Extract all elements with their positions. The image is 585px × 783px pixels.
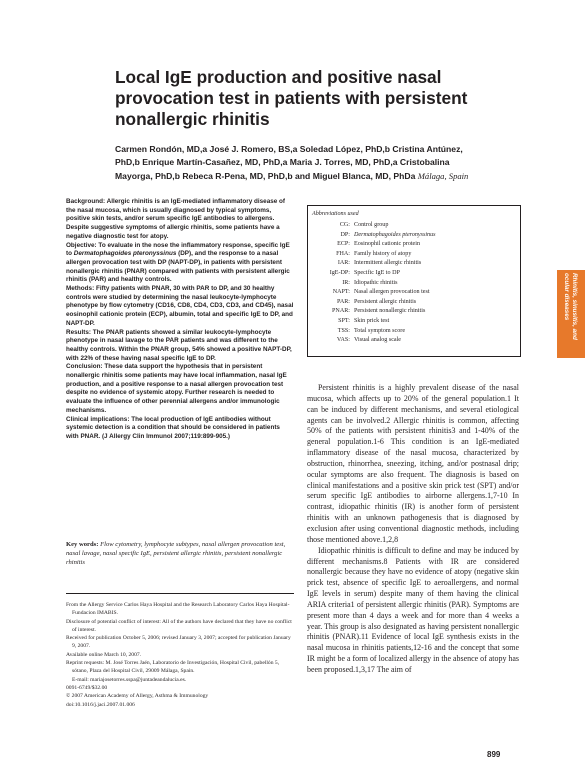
- abstract-results: Results: The PNAR patients showed a similar leukocyte-lymphocyte phenotype in nasal lavage to the PAR patients and was different to the healthy controls. Within the PNAR group, 54% showed a positive NAPT-DP, with 22% of these having nasal specific IgE to DP.: [66, 328, 292, 362]
- abstract-objective-text: Objective: To evaluate in the nose the inflammatory response, specific IgE to: [66, 241, 290, 258]
- abbreviation-term: IR:: [342, 279, 350, 286]
- abbreviation-term: FHA:: [336, 250, 350, 257]
- copyright: © 2007 American Academy of Allergy, Asthma & Immunology: [66, 693, 209, 700]
- abbreviation-row: [307, 231, 519, 240]
- abbreviation-row: [307, 269, 519, 278]
- abbreviation-definition: Dermatophagoides pteronyssinus: [354, 231, 436, 238]
- online-note: Available online March 10, 2007.: [66, 651, 142, 658]
- author-list: [115, 143, 495, 183]
- abbreviation-definition: Skin prick test: [354, 318, 390, 324]
- author-line-text: Mayorga, PhD,b Rebeca R-Pena, MD, PhD,b and Miguel Blanca, MD, PhDa: [115, 170, 416, 181]
- abbreviation-term: VAS:: [336, 337, 350, 344]
- abbreviation-term: NAPT:: [332, 289, 350, 296]
- author-line: [115, 170, 495, 183]
- received-note: Received for publication October 5, 2006; revised January 3, 2007; accepted for publication January 9, 2007.: [66, 635, 291, 650]
- abbreviation-definition: Specific IgE to DP: [354, 270, 400, 276]
- abbreviation-term: IAR:: [337, 260, 350, 267]
- abstract-background: Background: Allergic rhinitis is an IgE-mediated inflammatory disease of the nasal mucosa, which is usually diagnosed by typical symptoms, positive skin tests, and/or serum specific IgE antibodies to allergens. Despite suggestive symptoms of allergic rhinitis, some patients have a negative diagnostic test for atopy.: [66, 198, 286, 240]
- abbreviation-term: CG:: [339, 222, 350, 228]
- abbreviation-definition: Total symptom score: [354, 327, 406, 334]
- body-paragraph: Persistent rhinitis is a highly prevalent disease of the nasal mucosa, which affects up to 20% of the general population.1 It can be induced by different mechanisms, and several etiological agents can be involved.2 Allergic rhinitis is common, affecting 50% of the patients with persistent rhinitis3 and 1-40% of the general population.1-6 This condition is an IgE-mediated inflammatory disease of the nasal mucosa, characterized by obstruction, rhinorrhea, sneezing, itching, and/or postnasal drip; ocular symptoms are also frequent. The diagnosis is based on clinical manifestations and a positive skin prick test (SPT) and/or serum specific IgE antibodies to airborne allergens.1,7-10 In contrast, idiopathic rhinitis (IR) is another form of persistent rhinitis with an unknown pathogenesis that is diagnosed by exclusion after using conventional diagnostic methods, including those mentioned above.1,2,8: [307, 383, 519, 544]
- keywords-text: Flow cytometry, lymphocyte subtypes, nasal allergen provocation test, nasal lavage, nasal specific IgE, persistent allergic rhinitis, persistent nonallergic rhinitis: [66, 541, 286, 566]
- disclosure-note: Disclosure of potential conflict of interest: All of the authors have declared that they have no conflict of interest.: [66, 618, 292, 633]
- abbreviation-row: [307, 279, 519, 288]
- abbreviations-list: [307, 221, 519, 351]
- abbreviation-row: [307, 307, 519, 316]
- section-side-tab-label: Rhinitis, sinusitis, and ocular diseases: [563, 273, 578, 340]
- abstract-clinical-implications: Clinical implications: The local production of IgE antibodies without systemic detection is a condition that should be considered in patients with PNAR. (J Allergy Clin Immunol 2007;119:899-905.): [66, 415, 280, 440]
- issn: 0091-6749/$32.00: [66, 684, 108, 691]
- abbreviation-row: [307, 221, 519, 230]
- abbreviation-definition: Nasal allergen provocation test: [354, 289, 430, 296]
- body-paragraph: Idiopathic rhinitis is difficult to define and may be induced by different mechanisms.8 Patients with IR are considered nonallergic because they have no evidence of atopy (negative skin prick test, absence of specific IgE to aeroallergens, and normal IgE levels in serum) despite many of them having the clinical ARIA criteria1 of persistent allergic rhinitis (PAR). Symptoms are present more than 4 days a week and for more than 4 weeks a year. This group is also designated as having persistent nonallergic rhinitis (PNAR).11 Evidence of local IgE synthesis exists in the nasal mucosa in rhinitis patients,12-16 and the concept that some IR might be a form of localized allergy in the absence of atopy has been proposed.1,3,17 The aim of: [307, 545, 519, 674]
- abbreviation-definition: Persistent nonallergic rhinitis: [354, 308, 426, 315]
- keywords: [66, 541, 294, 568]
- abstract-objective-species: Dermatophagoides pteronyssinus: [73, 250, 177, 258]
- abbreviation-row: [307, 250, 519, 259]
- section-side-tab: [557, 270, 585, 358]
- abbreviation-definition: Visual analog scale: [354, 337, 402, 344]
- abbreviation-term: SPT:: [338, 318, 350, 324]
- abbreviation-definition: Idiopathic rhinitis: [354, 279, 398, 286]
- abbreviation-definition: Intermittent allergic rhinitis: [354, 260, 422, 267]
- author-line: PhD,b Enrique Martín-Casañez, MD, PhD,a Maria J. Torres, MD, PhD,a Cristobalina: [115, 157, 450, 168]
- keywords-label: Key words:: [66, 541, 99, 548]
- reprint-note: Reprint requests: M. José Torres Jaén, Laboratorio de Investigación, Hospital Civil, pabellón 5, sótano, Plaza del Hospital Civil, 29009 Málaga, Spain.: [66, 660, 280, 675]
- author-location: Málaga, Spain: [417, 170, 469, 181]
- abbreviations-heading: Abbreviations used: [312, 211, 359, 217]
- email-link[interactable]: E-mail: mariajosetorres.sspa@juntadeandalucia.es.: [72, 676, 187, 683]
- abbreviation-term: IgE-DP:: [329, 270, 350, 276]
- abbreviation-row: [307, 259, 519, 268]
- abbreviation-row: [307, 336, 519, 345]
- abbreviation-term: DP:: [340, 231, 350, 238]
- footnotes: [66, 601, 294, 709]
- abbreviation-definition: Control group: [354, 222, 389, 228]
- abbreviation-definition: Persistent allergic rhinitis: [354, 298, 417, 305]
- doi: doi:10.1016/j.jaci.2007.01.006: [66, 701, 135, 708]
- abstract-objective-text-end: (DP), and the response to a nasal allergen provocation test with DP (NAPT-DP), in patients with persistent nonallergic rhinitis (PNAR) compared with patients with persistent allergic rhinitis (PAR) and healthy controls.: [66, 250, 290, 284]
- abbreviation-row: [307, 298, 519, 307]
- abbreviation-definition: Family history of atopy: [354, 250, 412, 257]
- abbreviation-term: TSS:: [337, 327, 350, 334]
- abbreviation-term: PNAR:: [332, 308, 350, 315]
- abstract-objective: [66, 242, 294, 286]
- footnote-divider: [66, 593, 294, 594]
- abbreviation-row: [307, 288, 519, 297]
- abbreviation-term: ECP:: [337, 241, 350, 248]
- abbreviation-row: [307, 240, 519, 249]
- abbreviation-row: [307, 317, 519, 326]
- affiliation-note: From the Allergy Service Carlos Haya Hospital and the Research Laboratory Carlos Haya Hospital-Fundacion IMABIS.: [66, 602, 290, 617]
- abstract: [66, 198, 294, 442]
- article-title: Local IgE production and positive nasal provocation test in patients with persistent nonallergic rhinitis: [115, 67, 468, 129]
- abbreviation-term: PAR:: [337, 298, 350, 305]
- abstract-conclusion: Conclusion: These data support the hypothesis that in persistent nonallergic rhinitis some patients may have local inflammation, nasal IgE production, and a positive response to a nasal allergen provocation test despite no evidence of systemic atopy. Further research is needed to evaluate the influence of other perennial allergens and/or immunologic mechanisms.: [66, 363, 287, 414]
- abbreviation-definition: Eosinophil cationic protein: [354, 241, 421, 248]
- body-text: [307, 383, 519, 676]
- abstract-methods: Methods: Fifty patients with PNAR, 30 with PAR to DP, and 30 healthy controls were studied by determining the nasal leukocyte-lymphocyte phenotype by flow cytometry (CD16, CD8, CD4, CD3, CD3, and CD45), nasal eosinophil cationic protein (ECP), albumin, total and specific IgE to DP, and NAPT-DP.: [66, 285, 294, 327]
- page-number: 899: [487, 750, 501, 759]
- author-line: Carmen Rondón, MD,a José J. Romero, BS,a Soledad López, PhD,b Cristina Antúnez,: [115, 144, 463, 154]
- abbreviation-row: [307, 327, 519, 336]
